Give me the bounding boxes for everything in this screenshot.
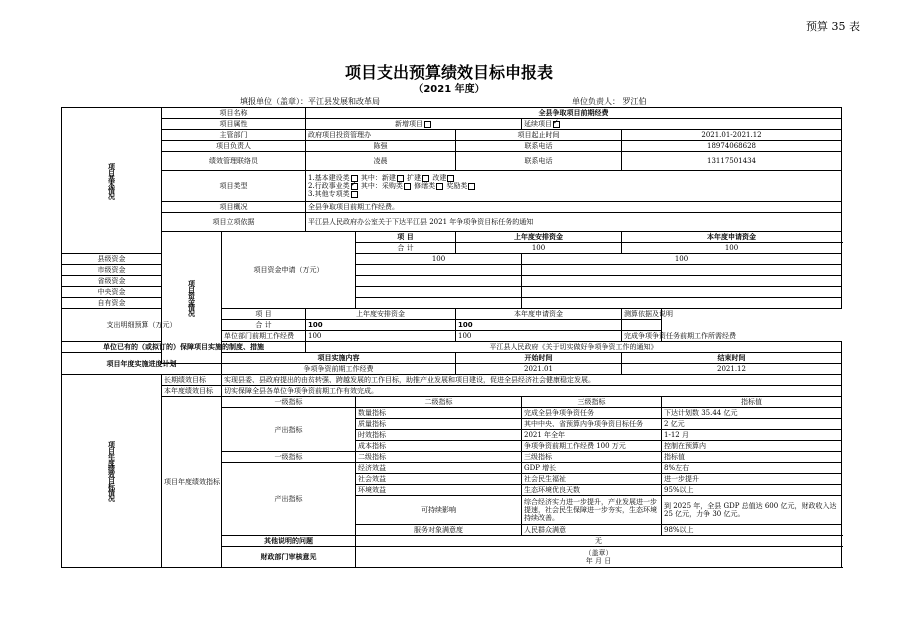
basis: 平江县人民政府办公室关于下达平江县 2021 年争项争资目标任务的通知	[306, 213, 842, 232]
label-indicators: 项目年度绩效指标	[162, 397, 222, 568]
progress-head-content: 项目实施内容	[222, 353, 456, 364]
section-funds: 项目资金情况	[162, 232, 222, 364]
form-year: （2021 年度）	[413, 84, 485, 95]
detail-item-this: 100	[456, 331, 622, 342]
ind-head-1: 一级指标	[222, 397, 356, 408]
indicator-row: 时效指标 2021 年全年 1-12 月	[62, 430, 842, 441]
label-detail-budget: 支出明细预算（万元）	[62, 309, 222, 342]
progress-content: 争项争资前期工作经费	[222, 364, 456, 375]
progress-end: 2021.12	[622, 364, 842, 375]
label-phone: 联系电话	[456, 141, 622, 152]
label-fund-apply: 项目资金申请（万元）	[222, 232, 356, 309]
fund-row: 自有资金	[62, 298, 842, 309]
page-number: 预算 35 表	[806, 20, 860, 33]
output-indicator: 产出指标	[222, 408, 356, 452]
unit-owner: 单位负责人： 罗江伯	[572, 97, 647, 106]
ind-head-1b: 一级指标	[222, 452, 356, 463]
detail-head-last: 上年度安排资金	[306, 309, 456, 320]
attr-new: 新增项目	[306, 119, 522, 130]
long-goal: 实现县委、县政府提出的由贫转强、跨越发展的工作目标，助推产业发展和项目建设，促进全县经济社会健康稳定发展。	[222, 375, 842, 386]
phone-1: 18974068628	[622, 141, 842, 152]
project-type-options: 1.基本建设类 其中：新建 扩建 改建 2.行政事业类✓ 其中：采购类 修缮类 奖励类 3.其他专项类	[306, 171, 842, 202]
fund-row: 合 计 100 100	[62, 243, 842, 254]
guarantee: 平江县人民政府《关于切实做好争项争资工作的通知》	[306, 342, 842, 353]
leader: 陈强	[306, 141, 456, 152]
detail-item-last: 100	[306, 331, 456, 342]
fund-row: 省级资金	[62, 276, 842, 287]
label-finance: 财政部门审核意见	[222, 547, 356, 568]
indicator-row: 质量指标 其中中央、省预算内争项争资目标任务 2 亿元	[62, 419, 842, 430]
ind-head-3b: 三级指标	[522, 452, 662, 463]
detail-total-last: 100	[306, 320, 456, 331]
project-name: 全县争取项目前期经费	[306, 108, 842, 119]
indicator-row: 产出指标 经济效益 GDP 增长 8%左右	[62, 463, 842, 474]
filler-unit: 填报单位（盖章）：平江县发展和改革局	[240, 97, 380, 106]
label-dept: 主管部门	[162, 130, 306, 141]
ind-head-2b: 二级指标	[356, 452, 522, 463]
ind-head-4b: 指标值	[662, 452, 842, 463]
fund-row: 县级资金 100 100	[62, 254, 842, 265]
checkbox-checked-icon	[553, 121, 560, 128]
label-long-goal: 长期绩效目标	[162, 375, 222, 386]
ind-head-2: 二级指标	[356, 397, 522, 408]
fund-head-last: 上年度安排资金	[456, 232, 622, 243]
indicator-row: 环境效益 生态环境优良天数 95%以上	[62, 485, 842, 496]
effect-indicator: 产出指标	[222, 463, 356, 536]
label-basis: 项目立项依据	[162, 213, 306, 232]
detail-head-this: 本年度申请资金	[456, 309, 622, 320]
label-phone-2: 联系电话	[456, 152, 622, 171]
indicator-row: 服务对象满意度 人民群众满意 98%以上	[62, 525, 842, 536]
fund-head-this: 本年度申请资金	[622, 232, 842, 243]
year-goal: 切实保障全县各单位争项争资前期工作有效完成。	[222, 386, 842, 397]
label-type: 项目类型	[162, 171, 306, 202]
checkbox-checked-icon	[351, 183, 358, 190]
progress-head-start: 开始时间	[456, 353, 622, 364]
fund-row: 中央资金	[62, 287, 842, 298]
attr-continue: 延续项目✓	[522, 119, 842, 130]
budget-form-table	[61, 107, 842, 568]
dept: 政府项目投资管理办	[306, 130, 456, 141]
progress-head-end: 结束时间	[622, 353, 842, 364]
indicator-row: 产出指标 数量指标 完成全县争项争资任务 下达计划数 35.44 亿元	[62, 408, 842, 419]
ind-head-4: 指标值	[662, 397, 842, 408]
other: 无	[356, 536, 842, 547]
fund-row: 市级资金	[62, 265, 842, 276]
label-year-goal: 本年度绩效目标	[162, 386, 222, 397]
finance-opinion: （盖章） 年 月 日	[356, 547, 842, 568]
detail-item-label: 单位部门前期工作经费	[222, 331, 306, 342]
detail-total-label: 合 计	[222, 320, 306, 331]
label-leader: 项目负责人	[162, 141, 306, 152]
detail-item-note: 完成争项争资任务前期工作所需经费	[622, 331, 662, 342]
contact: 凌晨	[306, 152, 456, 171]
label-period: 项目起止时间	[456, 130, 622, 141]
label-guarantee: 单位已有的（或拟订的）保障项目实施的制度、措施	[62, 342, 306, 353]
indicator-row: 社会效益 社会民生福祉 进一步提升	[62, 474, 842, 485]
label-project-attr: 项目属性	[162, 119, 306, 130]
detail-total-this: 100	[456, 320, 622, 331]
overview: 全县争取项目前期工作经费。	[306, 202, 842, 213]
label-overview: 项目概况	[162, 202, 306, 213]
indicator-row: 成本指标 争项争资前期工作经费 100 万元 控制在预算内	[62, 441, 842, 452]
section-goals: 项目年度绩效目标情况	[62, 375, 162, 568]
label-project-name: 项目名称	[162, 108, 306, 119]
indicator-row: 可持续影响 综合经济实力进一步提升，产业发展进一步提速，社会民生保障进一步夯实，生态环境持续改善。 到 2025 年，全县 GDP 总值达 600 亿元，财政收入达 25 亿元，力争 30 亿元。	[62, 496, 842, 525]
checkbox-icon	[424, 121, 431, 128]
label-other: 其他说明的问题	[222, 536, 356, 547]
label-contact: 绩效管理联络员	[162, 152, 306, 171]
detail-head-basis: 测算依据及说明	[622, 309, 662, 320]
form-title: 项目支出预算绩效目标申报表	[344, 63, 553, 82]
ind-head-3: 三级指标	[522, 397, 662, 408]
progress-start: 2021.01	[456, 364, 622, 375]
detail-head-item: 项 目	[222, 309, 306, 320]
section-basic: 项目基本情况	[62, 108, 162, 254]
label-progress: 项目年度实施进度计划	[62, 353, 222, 375]
phone-2: 13117501434	[622, 152, 842, 171]
period: 2021.01-2021.12	[622, 130, 842, 141]
fund-head-item: 项 目	[356, 232, 456, 243]
